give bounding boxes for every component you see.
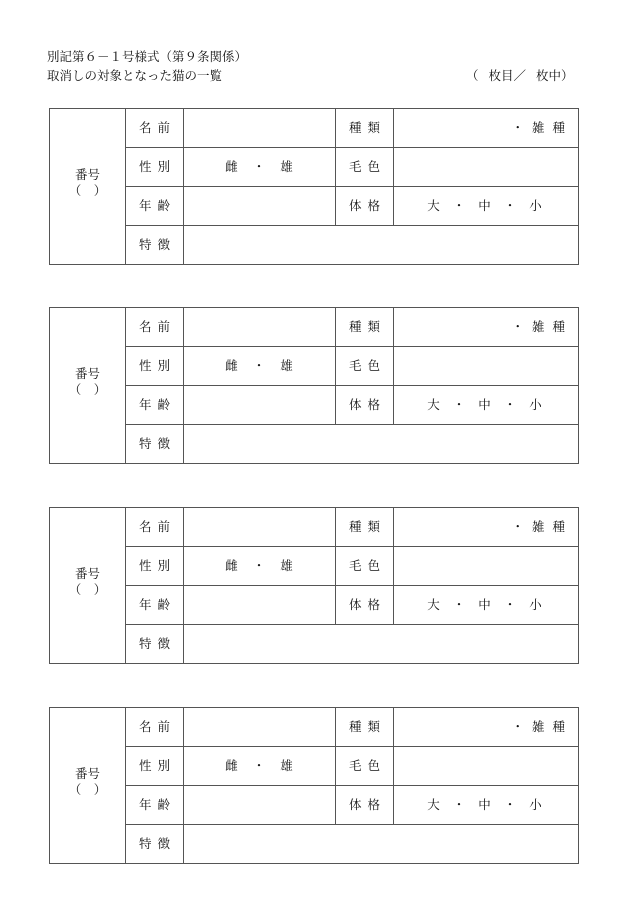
- mixed-breed-option[interactable]: ・雑種: [511, 120, 573, 135]
- record-number-cell[interactable]: [50, 708, 126, 864]
- sex-female-option[interactable]: 雌: [225, 159, 239, 174]
- build-large-option[interactable]: 大: [427, 797, 443, 812]
- build-small-option[interactable]: 小: [529, 397, 545, 412]
- build-medium-option[interactable]: 中: [478, 198, 494, 213]
- sex-field[interactable]: [184, 547, 336, 586]
- mixed-breed-option[interactable]: ・雑種: [511, 319, 573, 334]
- coat-color-field[interactable]: [394, 347, 579, 386]
- coat-color-field[interactable]: [394, 547, 579, 586]
- sex-field[interactable]: [184, 148, 336, 187]
- build-field[interactable]: [394, 586, 579, 625]
- build-separator: ・: [503, 198, 520, 213]
- name-field[interactable]: [184, 109, 336, 148]
- sex-separator: ・: [252, 358, 267, 373]
- build-large-option[interactable]: 大: [427, 198, 443, 213]
- name-field[interactable]: [184, 308, 336, 347]
- build-medium-option[interactable]: 中: [478, 597, 494, 612]
- record-number-cell[interactable]: [50, 508, 126, 664]
- name-field[interactable]: [184, 708, 336, 747]
- cat-record-table: [49, 707, 579, 864]
- features-field[interactable]: [184, 825, 579, 864]
- sex-field[interactable]: [184, 747, 336, 786]
- name-label: 名前: [126, 708, 184, 747]
- kind-field[interactable]: [394, 708, 579, 747]
- sheet-open-paren: （: [466, 68, 479, 83]
- sex-label: 性別: [126, 747, 184, 786]
- number-label: 番号: [74, 565, 100, 581]
- name-label: 名前: [126, 308, 184, 347]
- features-label: 特徴: [126, 625, 184, 664]
- kind-field[interactable]: [394, 109, 579, 148]
- age-field[interactable]: [184, 386, 336, 425]
- features-label: 特徴: [126, 425, 184, 464]
- number-paren: （ ）: [68, 182, 107, 198]
- build-separator: ・: [503, 397, 520, 412]
- build-label: 体格: [336, 786, 394, 825]
- age-field[interactable]: [184, 187, 336, 226]
- name-field[interactable]: [184, 508, 336, 547]
- build-separator: ・: [452, 797, 469, 812]
- features-field[interactable]: [184, 425, 579, 464]
- form-id: 別記第６－１号様式（第９条関係）: [47, 49, 248, 64]
- sex-male-option[interactable]: 雄: [280, 558, 294, 573]
- age-field[interactable]: [184, 786, 336, 825]
- features-label: 特徴: [126, 226, 184, 265]
- build-field[interactable]: [394, 187, 579, 226]
- sex-male-option[interactable]: 雄: [280, 159, 294, 174]
- kind-label: 種類: [336, 508, 394, 547]
- record-number-cell[interactable]: [50, 109, 126, 265]
- kind-label: 種類: [336, 708, 394, 747]
- features-label: 特徴: [126, 825, 184, 864]
- build-large-option[interactable]: 大: [427, 397, 443, 412]
- number-label: 番号: [74, 365, 100, 381]
- age-field[interactable]: [184, 586, 336, 625]
- sex-label: 性別: [126, 148, 184, 187]
- sex-female-option[interactable]: 雌: [225, 358, 239, 373]
- age-label: 年齢: [126, 386, 184, 425]
- sex-female-option[interactable]: 雌: [225, 558, 239, 573]
- build-label: 体格: [336, 187, 394, 226]
- sex-field[interactable]: [184, 347, 336, 386]
- age-label: 年齢: [126, 187, 184, 226]
- number-paren: （ ）: [68, 581, 107, 597]
- sex-male-option[interactable]: 雄: [280, 758, 294, 773]
- coat-color-label: 毛色: [336, 148, 394, 187]
- sex-female-option[interactable]: 雌: [225, 758, 239, 773]
- build-separator: ・: [452, 198, 469, 213]
- sex-separator: ・: [252, 159, 267, 174]
- sex-label: 性別: [126, 347, 184, 386]
- age-label: 年齢: [126, 786, 184, 825]
- build-medium-option[interactable]: 中: [478, 397, 494, 412]
- build-field[interactable]: [394, 786, 579, 825]
- number-paren: （ ）: [68, 381, 107, 397]
- kind-label: 種類: [336, 308, 394, 347]
- coat-color-label: 毛色: [336, 547, 394, 586]
- build-small-option[interactable]: 小: [529, 797, 545, 812]
- coat-color-label: 毛色: [336, 747, 394, 786]
- number-label: 番号: [74, 166, 100, 182]
- form-title: 取消しの対象となった猫の一覧: [47, 68, 223, 83]
- number-label: 番号: [74, 765, 100, 781]
- features-field[interactable]: [184, 226, 579, 265]
- kind-field[interactable]: [394, 508, 579, 547]
- kind-label: 種類: [336, 109, 394, 148]
- features-field[interactable]: [184, 625, 579, 664]
- build-separator: ・: [503, 797, 520, 812]
- sheet-current-unit: 枚目／: [488, 68, 527, 83]
- sheet-count: [466, 68, 574, 84]
- cat-record-table: [49, 307, 579, 464]
- name-label: 名前: [126, 109, 184, 148]
- sex-label: 性別: [126, 547, 184, 586]
- build-small-option[interactable]: 小: [529, 597, 545, 612]
- sex-separator: ・: [252, 558, 267, 573]
- build-separator: ・: [503, 597, 520, 612]
- sheet-total-unit: 枚中）: [536, 68, 574, 83]
- coat-color-field[interactable]: [394, 747, 579, 786]
- cat-record-table: [49, 108, 579, 265]
- age-label: 年齢: [126, 586, 184, 625]
- record-number-cell[interactable]: [50, 308, 126, 464]
- sex-separator: ・: [252, 758, 267, 773]
- build-large-option[interactable]: 大: [427, 597, 443, 612]
- build-field[interactable]: [394, 386, 579, 425]
- mixed-breed-option[interactable]: ・雑種: [511, 519, 573, 534]
- build-label: 体格: [336, 386, 394, 425]
- kind-field[interactable]: [394, 308, 579, 347]
- number-paren: （ ）: [68, 781, 107, 797]
- build-medium-option[interactable]: 中: [478, 797, 494, 812]
- coat-color-field[interactable]: [394, 148, 579, 187]
- name-label: 名前: [126, 508, 184, 547]
- cat-record-table: [49, 507, 579, 664]
- sex-male-option[interactable]: 雄: [280, 358, 294, 373]
- coat-color-label: 毛色: [336, 347, 394, 386]
- build-label: 体格: [336, 586, 394, 625]
- mixed-breed-option[interactable]: ・雑種: [511, 719, 573, 734]
- build-separator: ・: [452, 597, 469, 612]
- build-small-option[interactable]: 小: [529, 198, 545, 213]
- build-separator: ・: [452, 397, 469, 412]
